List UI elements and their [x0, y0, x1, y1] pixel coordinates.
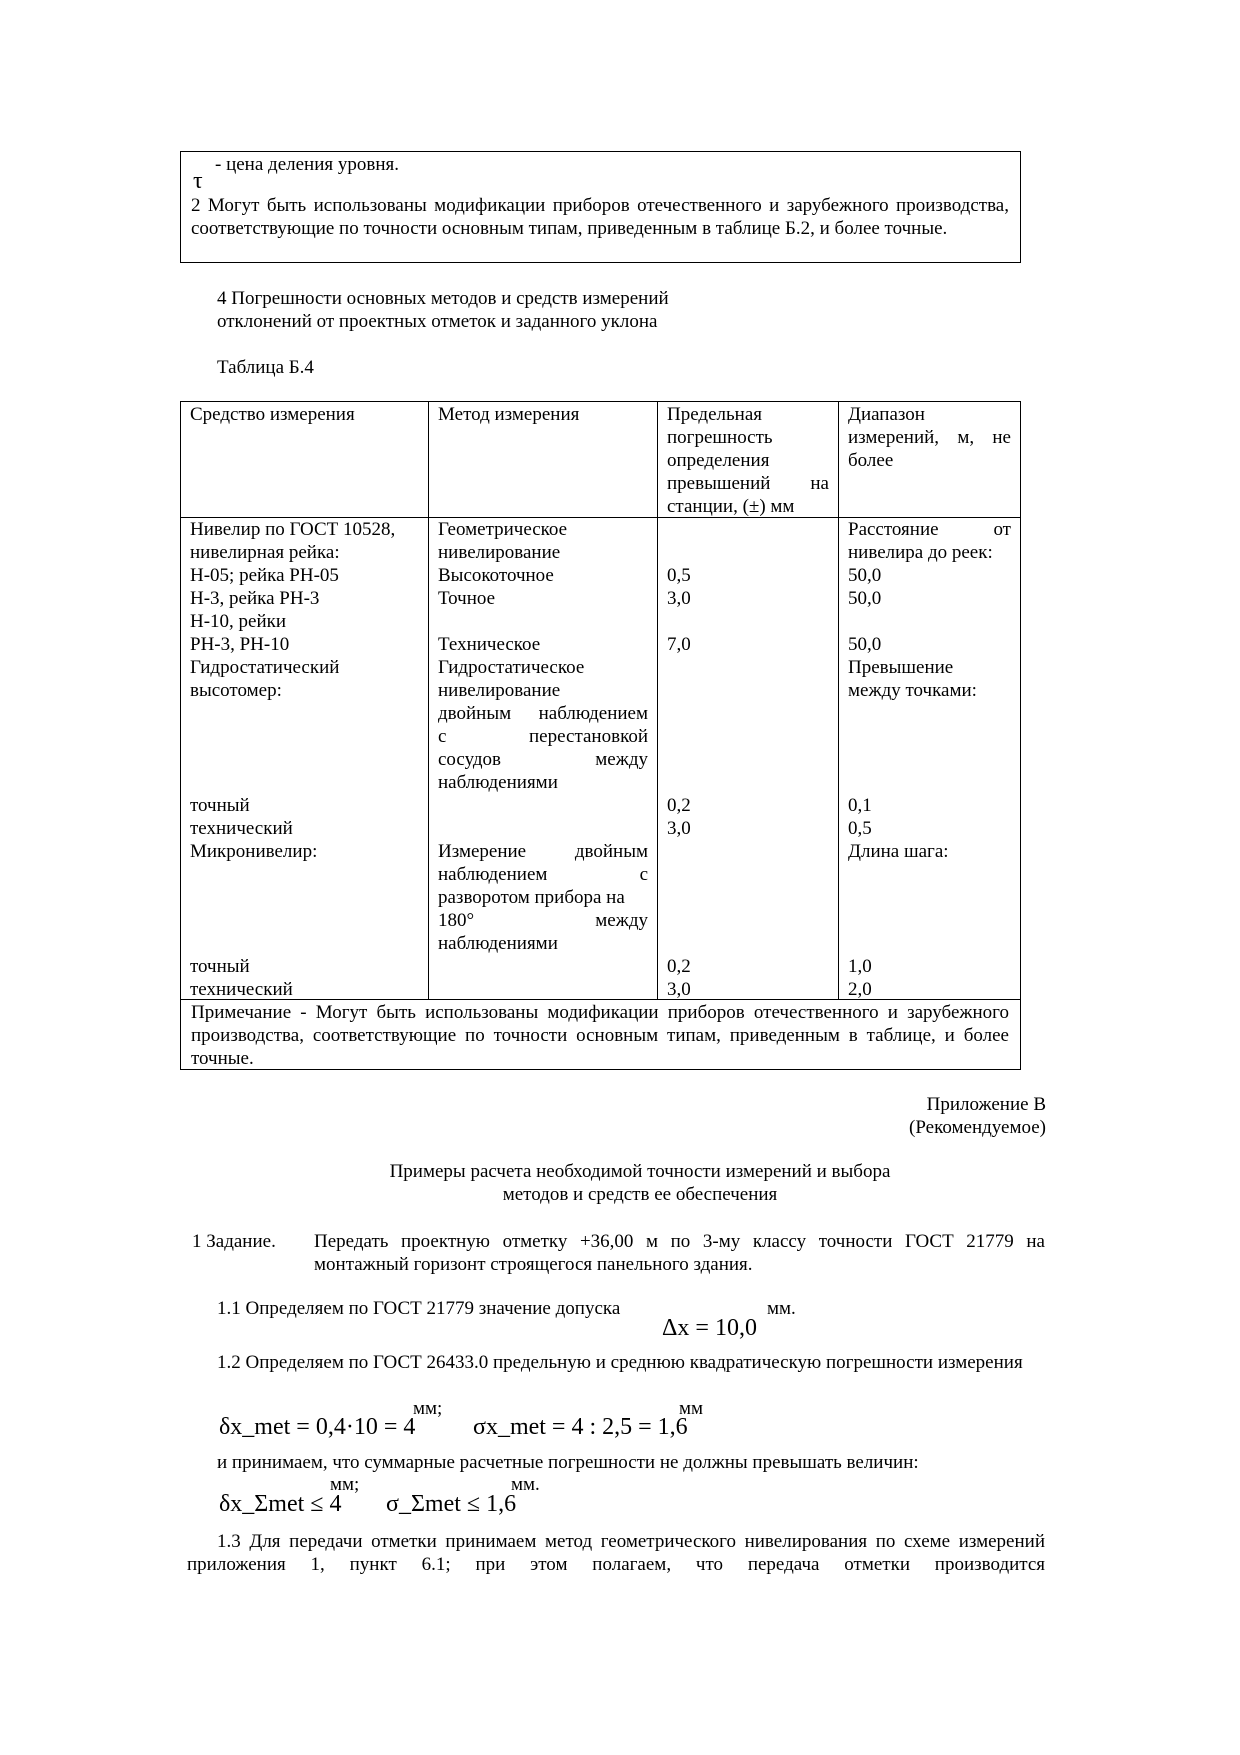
formula-sigma-sum-text: σ_Σmet ≤ 1,6	[386, 1491, 517, 1517]
method-cell-line	[438, 863, 648, 886]
instrument-cell-line	[190, 725, 419, 748]
instrument-cell-line	[190, 909, 419, 932]
method-cell-line	[438, 748, 648, 771]
range-cell-line: нивелира до реек:	[848, 542, 993, 563]
header-error-word: превышений	[667, 473, 771, 494]
instrument-cell-line: РН-3, РН-10	[190, 634, 290, 655]
table-body	[181, 517, 1020, 1000]
error-cell-line	[667, 725, 829, 748]
table-b4	[180, 401, 1021, 1070]
table-header-row	[181, 402, 1020, 518]
method-cell-line	[438, 840, 648, 863]
header-error-line: станции, (±) мм	[667, 496, 795, 517]
table-label: Таблица Б.4	[217, 357, 314, 378]
formula-sigma-met	[473, 1413, 688, 1441]
header-error-line: Предельная	[667, 404, 762, 425]
header-error	[658, 402, 839, 517]
method-cell-line	[438, 610, 648, 633]
method-cell-line: Техническое	[438, 634, 541, 655]
note-box	[180, 151, 1021, 263]
range-cell-line	[848, 518, 1011, 541]
instrument-cell-line	[190, 748, 419, 771]
header-range-word: не	[992, 427, 1011, 448]
instrument-cell-line: точный	[190, 795, 250, 816]
step-1-1-unit: мм.	[767, 1298, 796, 1319]
step-1-2-after: и принимаем, что суммарные расчетные погрешности не должны превышать величин:	[217, 1452, 919, 1473]
header-range	[839, 402, 1020, 517]
method-cell-line: разворотом прибора на	[438, 887, 625, 908]
tau-symbol: τ	[193, 168, 203, 194]
method-cell-word: 180°	[438, 910, 475, 931]
section-4-heading-line1: 4 Погрешности основных методов и средств измерений	[217, 288, 669, 309]
range-cell-line: Длина шага:	[848, 841, 949, 862]
error-cell-line	[667, 610, 829, 633]
range-cell-line	[848, 771, 1011, 794]
instrument-cell-line: Гидростатический	[190, 657, 340, 678]
range-cell-line	[848, 702, 1011, 725]
header-method-line: Метод измерения	[438, 404, 580, 425]
range-cell-line: 0,5	[848, 818, 872, 839]
error-cell-line	[667, 748, 829, 771]
header-error-line: погрешность	[667, 427, 773, 448]
formula-tolerance-text: Δx = 10,0	[662, 1315, 757, 1341]
range-cell-line	[848, 886, 1011, 909]
appendix-subtitle: (Рекомендуемое)	[909, 1117, 1046, 1138]
formula-delta-met	[219, 1413, 415, 1441]
appendix-heading-line1: Примеры расчета необходимой точности измерений и выбора	[389, 1161, 891, 1182]
tau-text: - цена деления уровня.	[215, 154, 399, 175]
range-cell-line: 2,0	[848, 979, 872, 1000]
range-cell-line: 50,0	[848, 565, 882, 586]
instrument-cell-line: Н-3, рейка РН-3	[190, 588, 320, 609]
range-cell-word: от	[993, 519, 1011, 540]
method-cell-word: между	[595, 749, 648, 770]
formula-delta-sum-text: δx_Σmet ≤ 4	[219, 1491, 342, 1517]
instrument-cell-line: Н-05; рейка РН-05	[190, 565, 339, 586]
formula-sigma-sum	[386, 1490, 516, 1518]
error-cell-line	[667, 702, 829, 725]
method-cell-line	[438, 978, 648, 1001]
error-cell-line	[667, 771, 829, 794]
method-cell-line: Высокоточное	[438, 565, 554, 586]
range-cell-line: 50,0	[848, 634, 882, 655]
step-1-2-unit-3: мм;	[330, 1474, 360, 1495]
header-instrument-line: Средство измерения	[190, 404, 355, 425]
header-range-line: более	[848, 450, 894, 471]
method-cell-word: с	[639, 864, 648, 885]
instrument-cell-line: технический	[190, 818, 293, 839]
error-cell-line: 3,0	[667, 979, 691, 1000]
header-instrument	[181, 402, 429, 517]
method-cell-line	[438, 725, 648, 748]
error-cell-line: 3,0	[667, 588, 691, 609]
instrument-cell-line	[190, 886, 419, 909]
column-method	[429, 517, 658, 999]
method-cell-word: наблюдением	[538, 703, 648, 724]
header-error-word: на	[810, 473, 829, 494]
header-error-line	[667, 472, 829, 495]
range-cell-line: Превышение	[848, 657, 954, 678]
error-cell-line	[667, 518, 829, 541]
section-4-heading	[217, 287, 669, 333]
method-cell-line: Гидростатическое	[438, 657, 585, 678]
instrument-cell-line	[190, 702, 419, 725]
error-cell-line	[667, 656, 829, 679]
method-cell-word: сосудов	[438, 749, 502, 770]
method-cell-line: Точное	[438, 588, 496, 609]
instrument-cell-line: Н-10, рейки	[190, 611, 287, 632]
range-cell-line: 0,1	[848, 795, 872, 816]
error-cell-line: 0,5	[667, 565, 691, 586]
formula-tolerance	[662, 1314, 757, 1342]
error-cell-line	[667, 886, 829, 909]
instrument-cell-line: точный	[190, 956, 250, 977]
method-cell-line: нивелирование	[438, 542, 561, 563]
error-cell-line: 0,2	[667, 795, 691, 816]
instrument-cell-line: нивелирная рейка:	[190, 542, 340, 563]
range-cell-word: Расстояние	[848, 519, 939, 540]
method-cell-word: с	[438, 726, 447, 747]
range-cell-line: 50,0	[848, 588, 882, 609]
range-cell-line	[848, 610, 1011, 633]
range-cell-line	[848, 863, 1011, 886]
error-cell-line	[667, 541, 829, 564]
appendix-heading-line2: методов и средств ее обеспечения	[502, 1184, 778, 1205]
appendix-title: Приложение В	[926, 1094, 1046, 1115]
column-instrument	[181, 517, 429, 999]
instrument-cell-line	[190, 863, 419, 886]
method-cell-line	[438, 909, 648, 932]
method-cell-word: между	[595, 910, 648, 931]
error-cell-line	[667, 909, 829, 932]
error-cell-line	[667, 863, 829, 886]
header-range-word: измерений,	[848, 427, 940, 448]
error-cell-line: 3,0	[667, 818, 691, 839]
formula-delta-sum	[219, 1490, 341, 1518]
appendix-heading	[300, 1160, 980, 1206]
error-cell-line	[667, 840, 829, 863]
instrument-cell-line	[190, 771, 419, 794]
instrument-cell-line: Микронивелир:	[190, 841, 318, 862]
step-1-2-text: 1.2 Определяем по ГОСТ 26433.0 предельную и среднюю квадратическую погрешности измерения	[217, 1352, 1023, 1373]
header-error-line: определения	[667, 450, 770, 471]
header-range-word: м,	[957, 427, 975, 448]
method-cell-line: нивелирование	[438, 680, 561, 701]
formula-sigma-met-text: σx_met = 4 : 2,5 = 1,6	[473, 1414, 688, 1440]
method-cell-line: наблюдениями	[438, 933, 558, 954]
step-1-2-unit-4: мм.	[511, 1474, 540, 1495]
range-cell-line: между точками:	[848, 680, 977, 701]
header-method	[429, 402, 658, 517]
range-cell-line	[848, 909, 1011, 932]
column-error	[658, 517, 839, 999]
error-cell-line: 0,2	[667, 956, 691, 977]
method-cell-line: наблюдениями	[438, 772, 558, 793]
method-cell-word: двойным	[574, 841, 648, 862]
range-cell-line: 1,0	[848, 956, 872, 977]
header-range-line	[848, 426, 1011, 449]
task-text: Передать проектную отметку +36,00 м по 3-му классу точности ГОСТ 21779 на монтажный горизонт строящегося панельного здания.	[314, 1231, 1045, 1275]
instrument-cell-line	[190, 932, 419, 955]
method-cell-line: Геометрическое	[438, 519, 568, 540]
error-cell-line	[667, 932, 829, 955]
step-1-2-unit-2: мм	[679, 1398, 704, 1419]
method-cell-word: перестановкой	[529, 726, 648, 747]
column-range	[839, 517, 1020, 999]
method-cell-line	[438, 702, 648, 725]
header-range-line: Диапазон	[848, 404, 925, 425]
step-1-2-unit-1: мм;	[413, 1398, 443, 1419]
instrument-cell-line: Нивелир по ГОСТ 10528,	[190, 519, 396, 540]
range-cell-line	[848, 932, 1011, 955]
instrument-cell-line: высотомер:	[190, 680, 282, 701]
table-footnote: Примечание - Могут быть использованы модификации приборов отечественного и зарубежного производства, соответствующие по точности основным типам, приведенным в таблице, и более точные.	[191, 1002, 1009, 1069]
method-cell-word: Измерение	[438, 841, 527, 862]
step-1-1-text: 1.1 Определяем по ГОСТ 21779 значение допуска	[217, 1298, 621, 1319]
error-cell-line	[667, 679, 829, 702]
step-1-3-text: 1.3 Для передачи отметки принимаем метод геометрического нивелирования по схеме измерений приложения 1, пункт 6.1; при этом полагаем, что передача отметки производится	[187, 1531, 1045, 1575]
formula-delta-met-text: δx_met = 0,4·10 = 4	[219, 1414, 416, 1440]
method-cell-word: наблюдением	[438, 864, 548, 885]
method-cell-word: двойным	[438, 703, 512, 724]
note-2-text: 2 Могут быть использованы модификации приборов отечественного и зарубежного производства, соответствующие по точности основным типам, приведенным в таблице Б.2, и более точные.	[191, 195, 1009, 239]
method-cell-line	[438, 955, 648, 978]
error-cell-line: 7,0	[667, 634, 691, 655]
range-cell-line	[848, 748, 1011, 771]
method-cell-line	[438, 817, 648, 840]
range-cell-line	[848, 725, 1011, 748]
method-cell-line	[438, 794, 648, 817]
section-4-heading-line2: отклонений от проектных отметок и заданного уклона	[217, 311, 658, 332]
instrument-cell-line: технический	[190, 979, 293, 1000]
task-label: 1 Задание.	[192, 1231, 276, 1252]
